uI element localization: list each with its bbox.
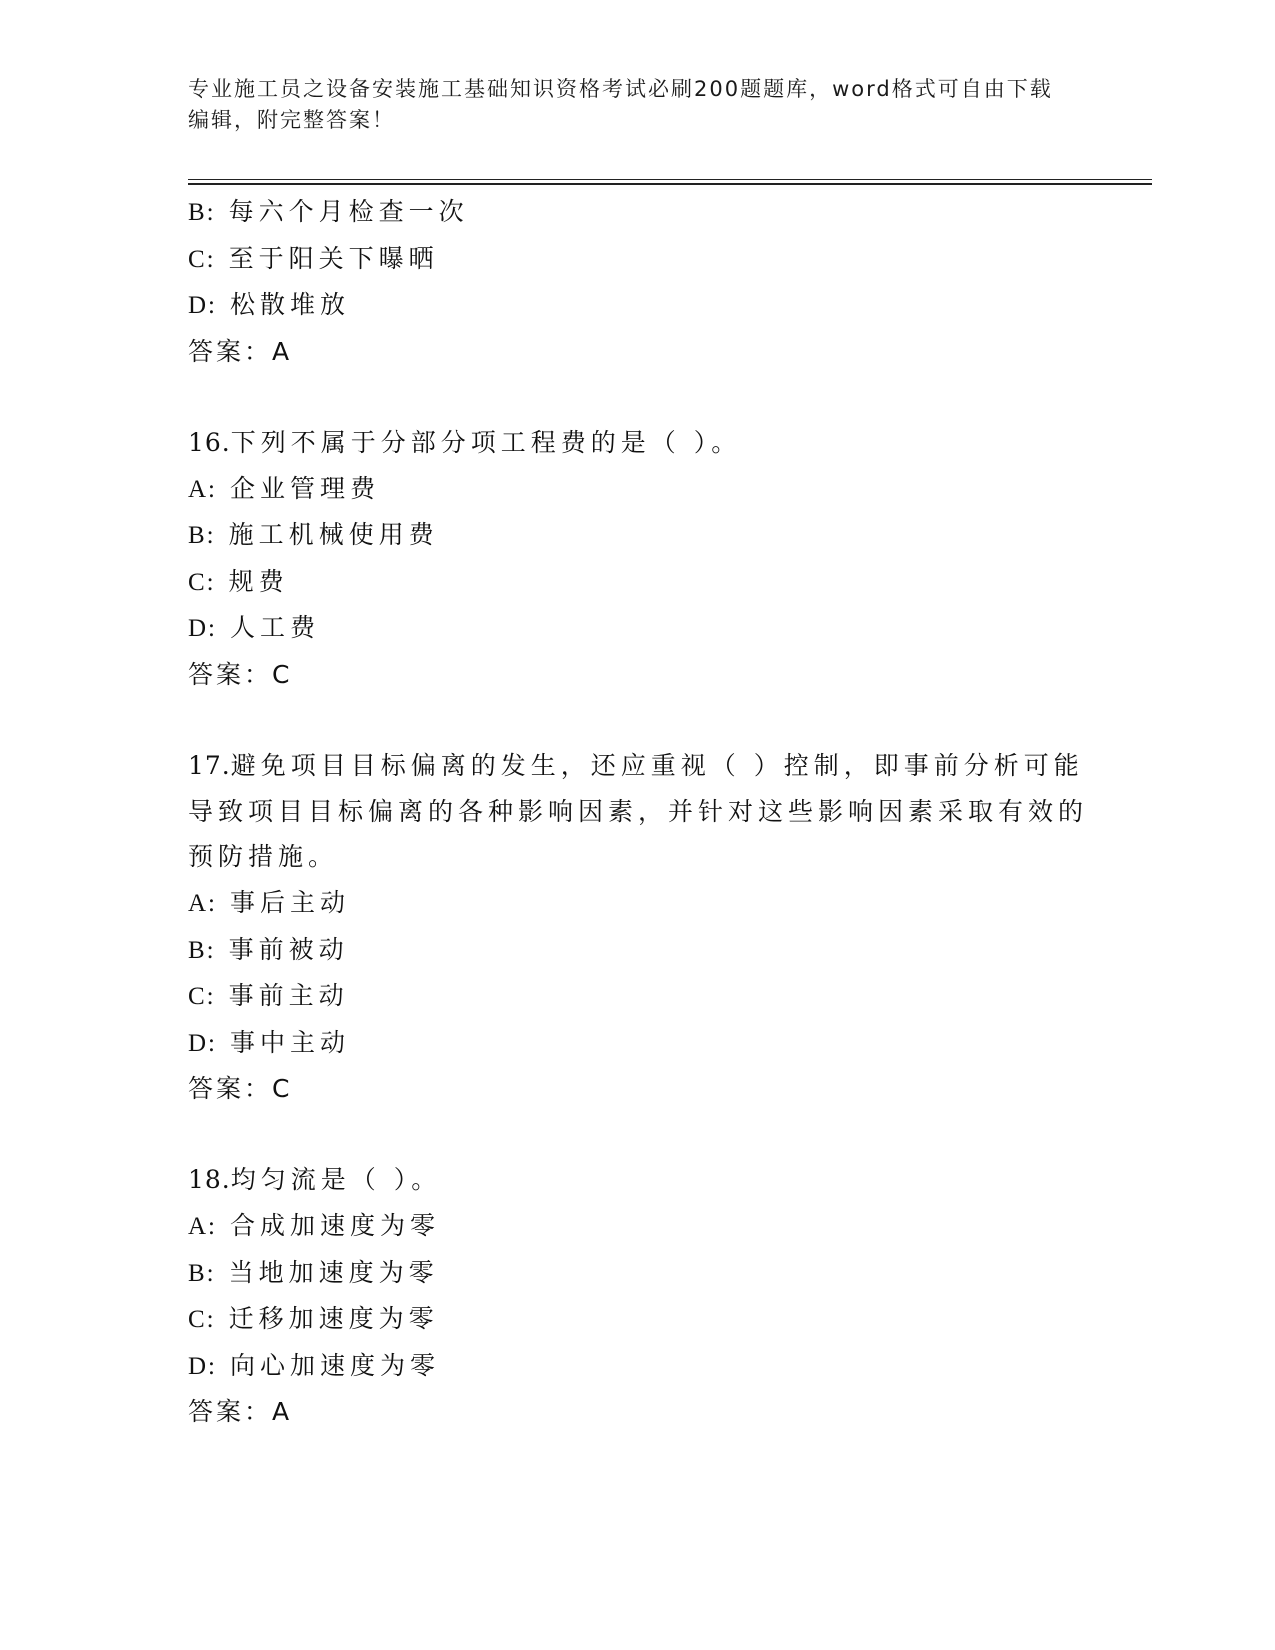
option-text: 人工费 (229, 613, 320, 643)
question-number: 16. (188, 427, 231, 457)
question-content (188, 189, 1088, 1435)
option-letter: D: (188, 292, 217, 320)
option-line (188, 1020, 1088, 1067)
question-stem-line: 导致项目目标偏离的各种影响因素，并针对这些影响因素采取有效的 (188, 796, 1089, 826)
option-line (188, 1203, 1088, 1250)
option-line (188, 559, 1088, 606)
question-number: 18. (188, 1165, 231, 1195)
option-text: 企业管理费 (229, 473, 380, 503)
spacer (188, 374, 1088, 420)
option-letter: C: (188, 245, 216, 273)
question-text: 均匀流是（ ）。 (230, 1165, 442, 1195)
option-text: 合成加速度为零 (229, 1211, 440, 1241)
option-letter: C: (188, 1306, 216, 1334)
option-text: 松散堆放 (229, 290, 350, 320)
question-stem-line: 预防措施。 (188, 842, 339, 872)
option-line (188, 927, 1088, 974)
question-stem-line (188, 743, 1088, 789)
option-text: 每六个月检查一次 (228, 197, 469, 226)
question-17 (188, 743, 1088, 1112)
option-text: 事后主动 (229, 887, 350, 917)
option-line (188, 1250, 1088, 1297)
option-text: 事中主动 (229, 1027, 350, 1057)
option-line (188, 512, 1088, 559)
question-text: 下列不属于分部分项工程费的是（ ）。 (230, 427, 742, 457)
option-line (188, 189, 1088, 236)
option-line (188, 282, 1088, 329)
spacer (188, 1112, 1088, 1158)
option-text: 当地加速度为零 (228, 1257, 439, 1287)
option-letter: B: (188, 1259, 216, 1287)
option-line (188, 605, 1088, 652)
option-line (188, 236, 1088, 283)
option-text: 向心加速度为零 (229, 1350, 440, 1380)
option-letter: D: (188, 1029, 217, 1057)
option-letter: D: (188, 1352, 217, 1380)
option-line (188, 466, 1088, 513)
answer-line: 答案：A (188, 1397, 293, 1427)
option-text: 规费 (228, 566, 289, 596)
answer-line: 答案：C (188, 1074, 293, 1104)
option-letter: B: (188, 522, 216, 550)
prev-question-block (188, 189, 1088, 374)
option-letter: A: (188, 889, 217, 917)
header-rule-thick (188, 183, 1152, 185)
option-letter: C: (188, 568, 216, 596)
option-letter: C: (188, 983, 216, 1011)
spacer (188, 698, 1088, 744)
question-stem (188, 1157, 1088, 1203)
question-16 (188, 420, 1088, 698)
question-text: 避免项目目标偏离的发生，还应重视（ ）控制，即事前分析可能 (230, 751, 1084, 781)
option-line (188, 1343, 1088, 1390)
question-18 (188, 1157, 1088, 1435)
question-number: 17. (188, 751, 231, 781)
question-stem (188, 420, 1088, 466)
option-letter: A: (188, 1213, 217, 1241)
answer-line: 答案：A (188, 336, 293, 366)
option-text: 事前被动 (228, 934, 349, 964)
option-text: 迁移加速度为零 (228, 1304, 439, 1334)
page-header (188, 74, 1068, 136)
option-line (188, 973, 1088, 1020)
option-text: 施工机械使用费 (228, 520, 439, 550)
header-rule-thin (188, 179, 1152, 180)
option-letter: A: (188, 475, 217, 503)
option-text: 至于阳关下曝晒 (228, 243, 439, 273)
header-text: 专业施工员之设备安装施工基础知识资格考试必刷200题题库，word格式可自由下载编辑，附完整答案！ (188, 77, 1053, 132)
option-line (188, 1296, 1088, 1343)
answer-line: 答案：C (188, 659, 293, 689)
option-text: 事前主动 (228, 981, 349, 1011)
option-line (188, 880, 1088, 927)
option-letter: B: (188, 936, 216, 964)
option-letter: D: (188, 615, 217, 643)
option-letter: B: (188, 199, 216, 226)
